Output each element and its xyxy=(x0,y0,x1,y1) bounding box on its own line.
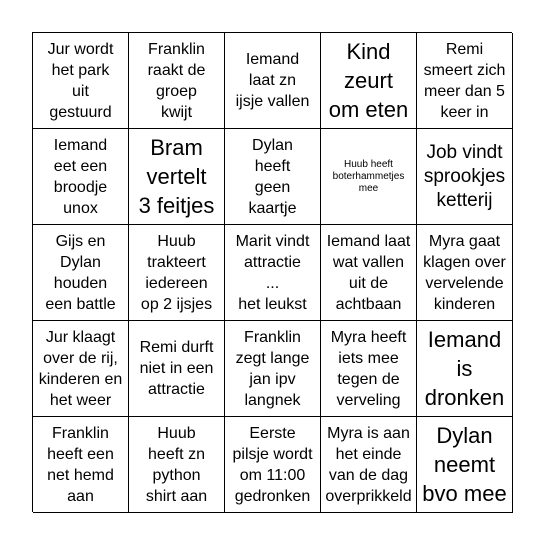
bingo-cell-text: Gijs en Dylan houden een battle xyxy=(45,232,116,313)
bingo-cell-text: Iemand laat wat vallen uit de achtbaan xyxy=(326,232,411,313)
bingo-cell[interactable] xyxy=(225,33,321,129)
bingo-cell-text: Marit vindt attractie ... het leukst xyxy=(235,232,310,313)
bingo-cell-text: Huub trakteert iedereen op 2 ijsjes xyxy=(140,232,213,313)
bingo-cell-text: Myra is aan het einde van de dag overprikkeld xyxy=(325,424,412,505)
bingo-cell[interactable] xyxy=(321,321,417,417)
bingo-cell[interactable] xyxy=(129,33,225,129)
bingo-cell-text: Huub heeft zn python shirt aan xyxy=(145,424,208,505)
bingo-cell-text: Myra gaat klagen over vervelende kinderen xyxy=(423,232,506,313)
bingo-cell-text: Jur wordt het park uit gestuurd xyxy=(47,40,114,121)
bingo-cell-text: Franklin zegt lange jan ipv langnek xyxy=(235,328,310,409)
bingo-cell-text: Eerste pilsje wordt om 11:00 gedronken xyxy=(232,424,313,505)
bingo-cell[interactable] xyxy=(321,129,417,225)
bingo-cell[interactable] xyxy=(225,321,321,417)
bingo-cell[interactable] xyxy=(33,321,129,417)
bingo-cell[interactable] xyxy=(417,321,513,417)
bingo-cell[interactable] xyxy=(33,225,129,321)
bingo-cell-text: Bram vertelt 3 feitjes xyxy=(138,135,215,218)
bingo-cell-text: Jur klaagt over de rij, kinderen en het weer xyxy=(38,328,123,409)
bingo-cell-text: Iemand laat zn ijsje vallen xyxy=(235,51,310,110)
bingo-cell[interactable] xyxy=(417,33,513,129)
bingo-cell[interactable] xyxy=(129,129,225,225)
bingo-cell[interactable] xyxy=(321,417,417,513)
bingo-cell[interactable] xyxy=(225,129,321,225)
bingo-cell-text: Huub heeft boterhammetjes mee xyxy=(332,158,405,194)
bingo-cell[interactable] xyxy=(129,321,225,417)
bingo-cell[interactable] xyxy=(33,417,129,513)
bingo-cell[interactable] xyxy=(321,225,417,321)
bingo-cell-text: Dylan neemt bvo mee xyxy=(422,423,507,506)
bingo-cell-text: Job vindt sprookjes ketterij xyxy=(423,141,506,211)
bingo-cell-text: Remi smeert zich meer dan 5 keer in xyxy=(423,40,506,121)
bingo-cell[interactable] xyxy=(417,225,513,321)
bingo-cell[interactable] xyxy=(225,225,321,321)
bingo-cell-text: Iemand is dronken xyxy=(424,327,505,410)
bingo-cell[interactable] xyxy=(225,417,321,513)
bingo-cell-text: Myra heeft iets mee tegen de verveling xyxy=(330,328,407,409)
bingo-cell-text: Remi durft niet in een attractie xyxy=(139,339,214,398)
bingo-card xyxy=(32,32,512,512)
bingo-cell-text: Dylan heeft geen kaartje xyxy=(248,136,297,217)
bingo-cell[interactable] xyxy=(33,33,129,129)
bingo-cell-text: Franklin raakt de groep kwijt xyxy=(147,40,206,121)
bingo-cell[interactable] xyxy=(33,129,129,225)
bingo-cell[interactable] xyxy=(129,417,225,513)
bingo-cell-text: Franklin heeft een net hemd aan xyxy=(47,424,114,505)
bingo-cell[interactable] xyxy=(129,225,225,321)
bingo-cell-text: Kind zeurt om eten xyxy=(328,39,409,122)
bingo-cell-text: Iemand eet een broodje unox xyxy=(53,136,108,217)
bingo-cell[interactable] xyxy=(417,417,513,513)
bingo-cell[interactable] xyxy=(417,129,513,225)
bingo-cell[interactable] xyxy=(321,33,417,129)
